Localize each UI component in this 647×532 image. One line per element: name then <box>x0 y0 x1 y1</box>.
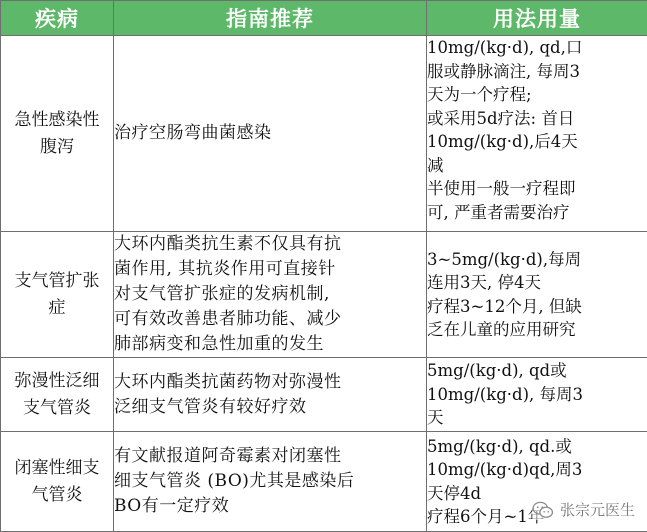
dosage-line: 服或静脉滴注, 每周3 <box>427 60 647 84</box>
guideline-line: BO有一定疗效 <box>114 494 426 519</box>
guideline-cell <box>114 36 427 232</box>
wechat-icon <box>532 501 554 519</box>
guideline-line: 细支气管炎 (BO)尤其是感染后 <box>114 469 426 494</box>
dosage-cell <box>427 358 647 432</box>
dosage-line: 5mg/(kg·d), qd或 <box>427 359 647 383</box>
guideline-cell <box>114 358 427 432</box>
dosage-line: 10mg/(kg·d), qd,口 <box>427 36 647 60</box>
disease-line: 气管炎 <box>1 482 113 509</box>
disease-line: 腹泻 <box>1 134 113 161</box>
header-dosage: 用法用量 <box>427 1 647 36</box>
dosage-line: 5mg/(kg·d), qd.或 <box>427 435 647 459</box>
dosage-line: 10mg/(kg·d), 每周3 <box>427 383 647 407</box>
disease-cell <box>1 358 114 432</box>
disease-line: 闭塞性细支 <box>1 455 113 482</box>
guideline-line: 对支气管扩张症的发病机制, <box>114 282 426 307</box>
guideline-line: 大环内酯类抗菌药物对弥漫性 <box>114 370 426 395</box>
dosage-line: 疗程3~12个月, 但缺 <box>427 295 647 319</box>
dosage-line: 3~5mg/(kg·d),每周 <box>427 248 647 272</box>
disease-line: 支气管炎 <box>1 395 113 422</box>
disease-cell <box>1 232 114 358</box>
dosage-line: 减 <box>427 154 647 178</box>
disease-line: 症 <box>1 295 113 322</box>
guideline-line: 大环内酯类抗生素不仅具有抗 <box>114 232 426 257</box>
table-row <box>1 232 647 358</box>
disease-line: 支气管扩张 <box>1 268 113 295</box>
guideline-line: 菌作用, 其抗炎作用可直接针 <box>114 257 426 282</box>
guideline-line: 治疗空肠弯曲菌感染 <box>114 121 426 146</box>
guideline-line: 肺部病变和急性加重的发生 <box>114 332 426 357</box>
guideline-cell <box>114 432 427 532</box>
disease-line: 弥漫性泛细 <box>1 368 113 395</box>
dosage-line: 乏在儿童的应用研究 <box>427 318 647 342</box>
table-row <box>1 358 647 432</box>
dosage-line: 10mg/(kg·d)qd,周3 <box>427 458 647 482</box>
dosage-line: 天停4d <box>427 482 647 506</box>
dosage-cell <box>427 232 647 358</box>
disease-cell <box>1 432 114 532</box>
watermark <box>532 499 635 520</box>
header-row <box>1 1 647 36</box>
dosage-line: 或采用5d疗法: 首日 <box>427 107 647 131</box>
dosage-line: 天为一个疗程; <box>427 83 647 107</box>
header-guideline: 指南推荐 <box>114 1 427 36</box>
header-disease: 疾病 <box>1 1 114 36</box>
table-row <box>1 36 647 232</box>
disease-line: 急性感染性 <box>1 107 113 134</box>
dosage-line: 天 <box>427 406 647 430</box>
guideline-line: 可有效改善患者肺功能、减少 <box>114 307 426 332</box>
dosage-line: 连用3天, 停4天 <box>427 271 647 295</box>
dosage-line: 可, 严重者需要治疗 <box>427 201 647 225</box>
disease-cell <box>1 36 114 232</box>
watermark-text: 张宗元医生 <box>560 499 635 520</box>
dosage-cell <box>427 36 647 232</box>
dosage-line: 半使用一般一疗程即 <box>427 177 647 201</box>
dosage-line: 疗程6个月~1年 <box>427 505 647 529</box>
guideline-line: 有文献报道阿奇霉素对闭塞性 <box>114 444 426 469</box>
guideline-line: 泛细支气管炎有较好疗效 <box>114 395 426 420</box>
guideline-cell <box>114 232 427 358</box>
dosage-line: 10mg/(kg·d),后4天 <box>427 130 647 154</box>
